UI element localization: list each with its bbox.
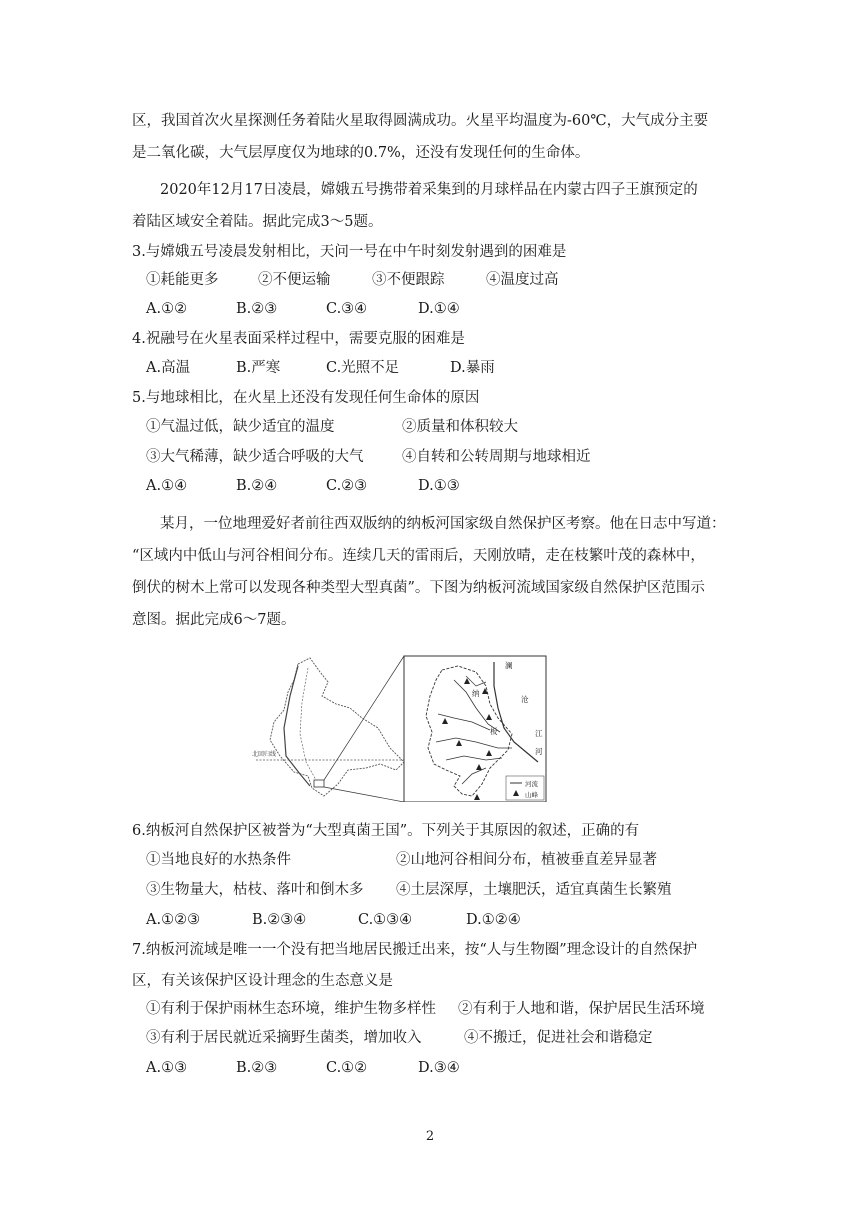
q7-choice-c[interactable]: C.①② [326,1060,368,1076]
question-5-stem: 5.与地球相比，在火星上还没有发现任何生命体的原因 [132,390,480,406]
q7-choice-b[interactable]: B.②③ [236,1060,278,1076]
q3-choice-d[interactable]: D.①④ [418,301,460,317]
q6-choice-b[interactable]: B.②③④ [252,912,307,928]
map-label-he: 河 [535,747,543,756]
q3-item: ③不便跟踪 [372,272,445,288]
q5-choice-c[interactable]: C.②③ [326,478,368,494]
q5-choice-a[interactable]: A.①④ [146,478,188,494]
inner-boundary [284,666,310,786]
question-7-stem: 区，有关该保护区设计理念的生态意义是 [132,973,393,989]
q3-item: ④温度过高 [486,272,559,288]
q5-item: ④自转和公转周期与地球相近 [402,449,591,465]
map-label-ban: 板 [490,727,498,736]
province-outline [270,658,404,796]
page-number: 2 [425,1129,435,1144]
paragraph-line: 是二氧化碳，大气层厚度仅为地球的0.7%，还没有发现任何的生命体。 [132,145,590,161]
question-7-stem: 7.纳板河流域是唯一一个没有把当地居民搬迁出来，按“人与生物圈”理念设计的自然保护 [132,942,698,958]
q4-choice-b[interactable]: B.严寒 [236,360,281,376]
q3-choice-a[interactable]: A.①② [146,301,188,317]
paragraph-line: 着陆区域安全着陆。据此完成3～5题。 [132,214,383,230]
paragraph-line: 倒伏的树木上常可以发现各种类型大型真菌”。下图为纳板河流域国家级自然保护区范围示 [132,580,705,596]
legend-peak-label: 山峰 [525,792,538,799]
q6-choice-a[interactable]: A.①②③ [146,912,201,928]
map-label-cang: 沧 [521,695,529,704]
paragraph-line: 区，我国首次火星探测任务着陆火星取得圆满成功。火星平均温度为-60℃，大气成分主要 [132,113,709,129]
q5-item: ③大气稀薄，缺少适合呼吸的大气 [146,449,364,465]
q3-choice-b[interactable]: B.②③ [236,301,278,317]
paragraph-line: 某月，一位地理爱好者前往西双版纳的纳板河国家级自然保护区考察。他在日志中写道： [160,516,726,532]
q5-item: ②质量和体积较大 [402,419,518,435]
q5-choice-d[interactable]: D.①③ [418,478,460,494]
naban-river-map-figure [250,652,550,802]
q7-choice-d[interactable]: D.③④ [418,1060,460,1076]
question-3-stem: 3.与嫦娥五号凌晨发射相比，天问一号在中午时刻发射遇到的困难是 [132,244,567,260]
zoom-connector [324,787,404,802]
map-label-lan: 澜 [505,661,513,670]
map-label-na: 纳 [472,689,480,698]
q6-choice-c[interactable]: C.①③④ [358,912,413,928]
q6-item: ②山地河谷相间分布，植被垂直差异显著 [396,852,657,868]
q3-item: ①耗能更多 [146,272,219,288]
q7-item: ③有利于居民就近采摘野生菌类，增加收入 [146,1030,422,1046]
q6-item: ④土层深厚，土壤肥沃，适宜真菌生长繁殖 [396,882,672,898]
legend-river-label: 河流 [525,781,538,788]
paragraph-line: 2020年12月17日凌晨，嫦娥五号携带着采集到的月球样品在内蒙古四子王旗预定的 [160,182,698,198]
q3-choice-c[interactable]: C.③④ [326,301,368,317]
q6-choice-d[interactable]: D.①②④ [466,912,521,928]
paragraph-line: “区域内中低山与河谷相间分布。连续几天的雷雨后，天刚放晴，走在枝繁叶茂的森林中， [132,548,705,564]
q7-item: ①有利于保护雨林生态环境，维护生物多样性 [146,1001,436,1017]
q5-item: ①气温过低，缺少适宜的温度 [146,419,335,435]
q7-item: ④不搬迁，促进社会和谐稳定 [464,1030,653,1046]
question-4-stem: 4.祝融号在火星表面采样过程中，需要克服的困难是 [132,331,465,347]
q6-item: ①当地良好的水热条件 [146,852,291,868]
q7-item: ②有利于人地和谐，保护居民生活环境 [458,1001,705,1017]
q4-choice-c[interactable]: C.光照不足 [326,360,400,376]
question-6-stem: 6.纳板河自然保护区被誉为“大型真菌王国”。下列关于其原因的叙述，正确的有 [132,823,640,839]
q3-item: ②不便运输 [258,272,331,288]
paragraph-line: 意图。据此完成6～7题。 [132,612,296,628]
zoom-connector [324,656,404,780]
q4-choice-a[interactable]: A.高温 [146,360,191,376]
q4-choice-d[interactable]: D.暴雨 [450,360,495,376]
map-label-jiang: 江 [535,729,543,738]
zoom-source-box [314,780,324,787]
q7-choice-a[interactable]: A.①③ [146,1060,188,1076]
inner-boundary [300,668,316,780]
q6-item: ③生物量大，枯枝、落叶和倒木多 [146,882,364,898]
q5-choice-b[interactable]: B.②④ [236,478,278,494]
tropic-label: 北回归线 [252,752,277,758]
